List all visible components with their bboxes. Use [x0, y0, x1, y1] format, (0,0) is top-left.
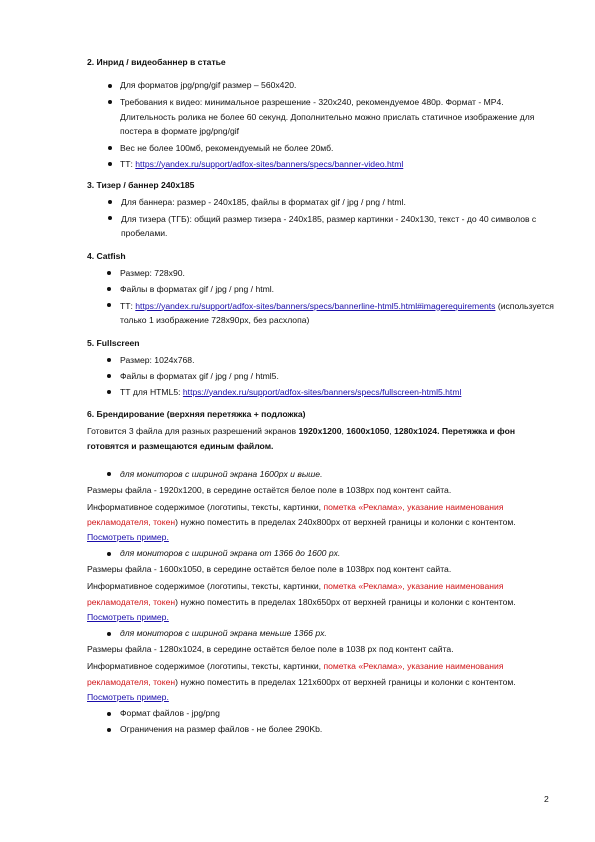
info-red: пометка «Реклама», указание наименования рекламодателя, токен — [87, 501, 504, 527]
tt-link[interactable]: https://yandex.ru/support/adfox-sites/banners/specs/fullscreen-html5.html — [182, 386, 462, 397]
list-item — [87, 299, 555, 328]
monitor-bullet: для мониторов с шириной экрана 1600px и выше. — [87, 468, 555, 481]
list-item: Размер: 1024x768. — [87, 354, 555, 367]
resolution-1: 1920x1200 — [298, 425, 342, 436]
size-text: Размеры файла - 1920x1200, в середине остаётся белое поле в 1038px под контент сайта. — [87, 484, 452, 495]
tt-note: (используется только 1 изображение 728x90px, без расхлопа) — [120, 300, 554, 325]
list-item: Файлы в форматах gif / jpg / png / html5. — [87, 370, 555, 383]
section-2-list — [87, 79, 555, 171]
info-red: пометка «Реклама», указание наименования рекламодателя, токен — [87, 661, 504, 687]
list-item: Размер: 728x90. — [87, 267, 555, 280]
tt-link[interactable]: https://yandex.ru/support/adfox-sites/banners/specs/banner-video.html — [135, 158, 404, 169]
tt-label: ТТ для HTML5: — [120, 386, 183, 397]
info-a: Информативное содержимое (логотипы, тексты, картинки, — [87, 581, 324, 592]
list-item: Требования к видео: минимальное разрешение - 320x240, рекомендуемое 480p. Формат - MP4. Длительность ролика не более 60 секунд. Дополнительно можно прислать статичное изображение для постера в формате jpg/png/gif — [87, 95, 555, 139]
list-item: Ограничения на размер файлов - не более 290Kb. — [87, 723, 555, 736]
list-item: Формат файлов - jpg/png — [87, 707, 555, 720]
tt-label: ТТ: — [120, 300, 136, 311]
intro-sep: , — [389, 425, 395, 436]
list-item — [87, 158, 555, 171]
page-number: 2 — [544, 794, 549, 804]
info-text — [87, 579, 555, 625]
section-6-heading: 6. Брендирование (верхняя перетяжка + подложка) — [87, 408, 306, 419]
section-5-heading: 5. Fullscreen — [87, 337, 140, 348]
document-page — [87, 56, 555, 736]
size-text: Размеры файла - 1600x1050, в середине остаётся белое поле в 1038px под контент сайта. — [87, 564, 452, 575]
info-a: Информативное содержимое (логотипы, тексты, картинки, — [87, 661, 324, 672]
resolution-3: 1280x1024 — [394, 425, 438, 436]
example-link[interactable]: Посмотреть пример. — [87, 691, 169, 702]
list-item: Для тизера (ТГБ): общий размер тизера - 240x185, размер картинки - 240x130, текст - до 40 символов с пробелами. — [87, 212, 555, 241]
list-item: Для форматов jpg/png/gif размер – 560x420. — [87, 79, 555, 92]
monitor-bullet: для мониторов с шириной экрана от 1366 до 1600 px. — [87, 547, 555, 560]
size-text: Размеры файла - 1280x1024, в середине остаётся белое поле в 1038 px под контент сайта. — [87, 644, 454, 655]
monitor-bullet: для мониторов с шириной экрана меньше 1366 px. — [87, 627, 555, 640]
list-item: Для баннера: размер - 240x185, файлы в форматах gif / jpg / png / html. — [87, 196, 555, 209]
intro-text: Готовится 3 файла для разных разрешений экранов — [87, 425, 299, 436]
resolution-2: 1600x1050 — [346, 425, 390, 436]
list-item — [87, 386, 555, 399]
tt-label: ТТ: — [120, 158, 136, 169]
section-4-list — [87, 267, 555, 328]
info-a: Информативное содержимое (логотипы, тексты, картинки, — [87, 501, 324, 512]
intro-note: . Перетяжка и фон готовятся и размещаются единым файлом. — [87, 425, 516, 451]
info-red: пометка «Реклама», указание наименования рекламодателя, токен — [87, 581, 504, 607]
info-b: ) нужно поместить в пределах 121x600px от верхней границы и колонки с контентом. — [175, 676, 516, 687]
section-6-intro — [87, 424, 555, 454]
branding-block-1 — [87, 468, 555, 481]
branding-block-2 — [87, 547, 555, 560]
section-4-heading: 4. Catfish — [87, 250, 126, 261]
section-3-list — [87, 196, 555, 241]
section-2-heading: 2. Инрид / видеобаннер в статье — [87, 57, 226, 67]
info-text — [87, 500, 555, 546]
section-3-heading: 3. Тизер / баннер 240x185 — [87, 179, 195, 190]
branding-block-3 — [87, 627, 555, 640]
final-list — [87, 707, 555, 736]
info-b: ) нужно поместить в пределах 240x800px от верхней границы и колонки с контентом. — [175, 516, 516, 527]
section-5-list — [87, 354, 555, 399]
list-item: Вес не более 100мб, рекомендуемый не более 20мб. — [87, 142, 555, 155]
example-link[interactable]: Посмотреть пример. — [87, 532, 169, 543]
intro-sep: , — [341, 425, 347, 436]
info-b: ) нужно поместить в пределах 180x650px от верхней границы и колонки с контентом. — [175, 596, 516, 607]
example-link[interactable]: Посмотреть пример. — [87, 611, 169, 622]
list-item: Файлы в форматах gif / jpg / png / html. — [87, 283, 555, 296]
info-text — [87, 659, 555, 705]
tt-link[interactable]: https://yandex.ru/support/adfox-sites/banners/specs/bannerline-html5.html#imagerequirements — [135, 300, 496, 311]
